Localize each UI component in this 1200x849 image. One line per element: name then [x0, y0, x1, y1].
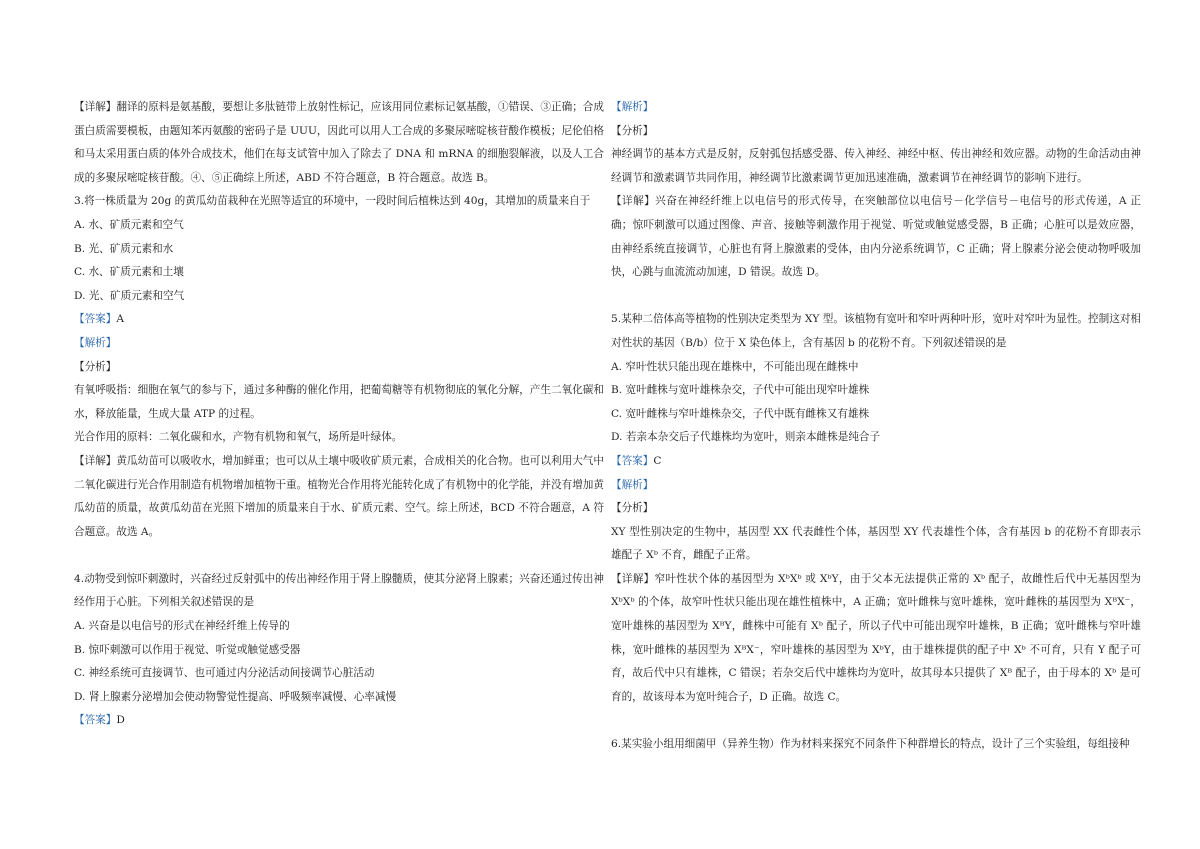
answer-tag: 【答案】 [74, 714, 117, 727]
q5-fenxi-tag: 【分析】 [611, 502, 654, 515]
q4-answer [74, 709, 604, 733]
q5-detail: 【详解】窄叶性状个体的基因型为 XᵇXᵇ 或 XᵇY，由于父本无法提供正常的 Xᵇ 配子，故雌性后代中无基因型为 XᵇXᵇ 的个体，故窄叶性状只能出现在雄性植株中，A 正确；宽叶雌株与宽叶雄株，宽叶雌株的基因型为 XᴮX⁻，宽叶雄株的基因型为 XᴮY，雌株中可能有 Xᵇ 配子，所以子代中可能出现窄叶雄株，B 正确；宽叶雌株与窄叶雄株，宽叶雌株的基因型为 XᴮX⁻，窄叶雄株的基因型为 XᵇY，由于雄株提供的配子中 Xᵇ 不可育，只有 Y 配子可育，故后代中只有雄株，C 错误；若杂交后代中雄株均为宽叶，故其母本只提供了 Xᴮ 配子，由于母本的 Xᵇ 是可育的，故该母本为宽叶纯合子，D 正确。故选 C。 [611, 572, 1141, 703]
q5-fenxi-text: XY 型性别决定的生物中，基因型 XX 代表雌性个体，基因型 XY 代表雄性个体，含有基因 b 的花粉不育即表示雄配子 Xᵇ 不育，雌配子正常。 [611, 525, 1141, 562]
spacer [74, 544, 604, 568]
answer-value: A [116, 313, 125, 326]
q4-option-b: B. 惊吓刺激可以作用于视觉、听觉或触觉感受器 [74, 643, 301, 656]
q3-jiexi-tag: 【解析】 [74, 336, 117, 349]
q4-option-a: A. 兴奋是以电信号的形式在神经纤维上传导的 [74, 620, 290, 633]
q3-option-a: A. 水、矿质元素和空气 [74, 218, 184, 231]
answer-tag: 【答案】 [611, 454, 654, 467]
q5-answer [611, 450, 1141, 474]
q4-jiexi-tag: 【解析】 [611, 101, 654, 113]
q5-jiexi-tag: 【解析】 [611, 478, 654, 491]
spacer [611, 285, 1141, 309]
q3-fenxi-text-2: 光合作用的原料：二氧化碳和水，产物有机物和氧气，场所是叶绿体。 [74, 431, 403, 444]
q3-option-d: D. 光、矿质元素和空气 [74, 289, 185, 302]
q5-option-b: B. 宽叶雌株与宽叶雄株杂交，子代中可能出现窄叶雄株 [611, 384, 870, 397]
q6-stem: 6.某实验小组用细菌甲（异养生物）作为材料来探究不同条件下种群增长的特点，设计了三个实验组，每组接种 [611, 738, 1130, 751]
q2-detail: 【详解】翻译的原料是氨基酸，要想让多肽链带上放射性标记，应该用同位素标记氨基酸，①错误、③正确；合成蛋白质需要模板，由题知苯丙氨酸的密码子是 UUU，因此可以用人工合成的多聚尿嘧啶核苷酸作模板；尼伦伯格和马太采用蛋白质的体外合成技术，他们在每支试管中加入了除去了 DNA 和 mRNA 的细胞裂解液，以及人工合成的多聚尿嘧啶核苷酸。④、⑤正确综上所述，ABD 不符合题意，B 符合题意。故选 B。 [74, 101, 604, 184]
q4-option-d: D. 肾上腺素分泌增加会使动物警觉性提高、呼吸频率减慢、心率减慢 [74, 690, 397, 703]
answer-value: D [116, 714, 125, 727]
q4-option-c: C. 神经系统可直接调节、也可通过内分泌活动间接调节心脏活动 [74, 667, 375, 680]
q3-detail: 【详解】黄瓜幼苗可以吸收水，增加鲜重；也可以从土壤中吸收矿质元素，合成相关的化合物。也可以利用大气中二氧化碳进行光合作用制造有机物增加植物干重。植物光合作用将光能转化成了有机物中的化学能，并没有增加黄瓜幼苗的质量，故黄瓜幼苗在光照下增加的质量来自于水、矿质元素、空气。综上所述，BCD 不符合题意，A 符合题意。故选 A。 [74, 454, 604, 538]
q3-stem: 3.将一株质量为 20g 的黄瓜幼苗栽种在光照等适宜的环境中，一段时间后植株达到 40g，其增加的质量来自于 [74, 195, 591, 208]
q4-stem: 4.动物受到惊吓刺激时，兴奋经过反射弧中的传出神经作用于肾上腺髓质，使其分泌肾上腺素；兴奋还通过传出神经作用于心脏。下列相关叙述错误的是 [74, 572, 604, 609]
q5-stem: 5.某种二倍体高等植物的性别决定类型为 XY 型。该植物有宽叶和窄叶两种叶形，宽叶对窄叶为显性。控制这对相对性状的基因（B/b）位于 X 染色体上，含有基因 b 的花粉不育。下列叙述错误的是 [611, 313, 1141, 349]
q4-detail: 【详解】兴奋在神经纤维上以电信号的形式传导，在突触部位以电信号－化学信号－电信号的形式传递，A 正确；惊吓刺激可以通过图像、声音、接触等刺激作用于视觉、听觉或触觉感受器，B 正确；心脏可以是效应器，由神经系统直接调节，心脏也有肾上腺激素的受体，由内分泌系统调节，C 正确；肾上腺素分泌会使动物呼吸加快，心跳与血流流动加速，D 错误。故选 D。 [611, 195, 1141, 279]
q5-option-a: A. 窄叶性状只能出现在雄株中，不可能出现在雌株中 [611, 360, 859, 373]
q3-option-c: C. 水、矿质元素和土壤 [74, 266, 184, 279]
q5-option-c: C. 宽叶雌株与窄叶雄株杂交，子代中既有雌株又有雄株 [611, 407, 870, 420]
spacer [611, 709, 1141, 733]
q4-fenxi-tag: 【分析】 [611, 124, 654, 137]
answer-value: C [653, 454, 662, 467]
q3-fenxi-text-1: 有氧呼吸指：细胞在氧气的参与下，通过多种酶的催化作用，把葡萄糖等有机物彻底的氧化分解，产生二氧化碳和水，释放能量，生成大量 ATP 的过程。 [74, 384, 604, 420]
right-column [611, 96, 1141, 757]
left-column [74, 96, 604, 733]
q3-option-b: B. 光、矿质元素和水 [74, 242, 174, 255]
q3-answer [74, 308, 604, 332]
q3-fenxi-tag: 【分析】 [74, 360, 117, 373]
q5-option-d: D. 若亲本杂交后子代雄株均为宽叶，则亲本雌株是纯合子 [611, 431, 881, 444]
answer-tag: 【答案】 [74, 313, 117, 326]
q4-fenxi-text: 神经调节的基本方式是反射，反射弧包括感受器、传入神经、神经中枢、传出神经和效应器。动物的生命活动由神经调节和激素调节共同作用，神经调节比激素调节更加迅速准确，激素调节在神经调节的影响下进行。 [611, 148, 1141, 184]
